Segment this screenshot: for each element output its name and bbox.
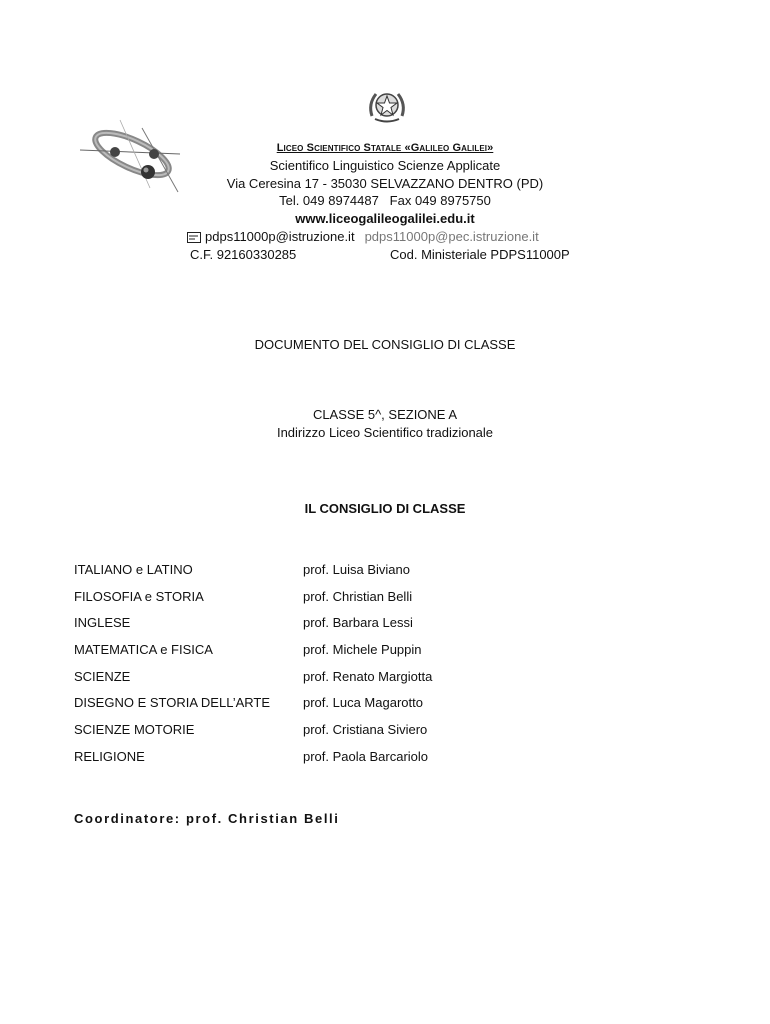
teacher-cell: prof. Luisa Biviano [303,562,410,577]
subject-cell: MATEMATICA e FISICA [74,642,213,658]
pec-email-link[interactable]: pdps11000p@pec.istruzione.it [364,229,539,244]
school-website-link[interactable]: www.liceogalileogalilei.edu.it [295,211,475,226]
table-row [74,695,534,722]
document-title: DOCUMENTO DEL CONSIGLIO DI CLASSE [254,337,516,352]
school-name: Liceo Scientifico Statale «Galileo Galilei» [276,142,494,154]
table-row [74,562,534,589]
school-address: Via Ceresina 17 - 35030 SELVAZZANO DENTRO (PD) [226,176,544,191]
table-row [74,589,534,616]
class-section: CLASSE 5^, SEZIONE A [312,407,458,422]
teacher-cell: prof. Paola Barcariolo [303,748,429,764]
teacher-cell: prof. Michele Puppin [303,642,422,658]
subject-cell: DISEGNO E STORIA DELL’ARTE [74,695,271,711]
coordinator-line: Coordinatore: prof. Christian Belli [74,811,340,826]
teacher-cell: prof. Christian Belli [303,588,413,604]
table-row [74,722,534,749]
subject-cell: SCIENZE [74,668,131,684]
codice-fiscale: C.F. 92160330285 [190,247,297,262]
subject-cell: RELIGIONE [74,748,145,764]
teacher-cell: prof. Cristiana Siviero [303,722,428,738]
email-line [187,229,539,244]
subject-cell: FILOSOFIA e STORIA [74,588,204,604]
school-subtitle: Scientifico Linguistico Scienze Applicate [269,158,501,173]
course-track: Indirizzo Liceo Scientifico tradizionale [276,425,494,440]
subject-cell: INGLESE [74,615,131,631]
teacher-cell: prof. Renato Margiotta [303,668,433,684]
school-phone-fax: Tel. 049 8974487 Fax 049 8975750 [279,193,491,208]
teacher-cell: prof. Barbara Lessi [303,615,413,631]
envelope-icon [187,232,201,243]
table-row [74,642,534,669]
codice-ministeriale: Cod. Ministeriale PDPS11000P [390,247,570,262]
table-row [74,749,534,776]
subject-cell: ITALIANO e LATINO [74,562,193,577]
email-link[interactable]: pdps11000p@istruzione.it [205,229,355,244]
table-row [74,615,534,642]
teacher-cell: prof. Luca Magarotto [303,695,423,711]
teachers-table [74,562,534,776]
council-heading: IL CONSIGLIO DI CLASSE [304,501,466,516]
table-row [74,669,534,696]
subject-cell: SCIENZE MOTORIE [74,722,195,738]
italian-republic-emblem-icon [366,86,408,126]
